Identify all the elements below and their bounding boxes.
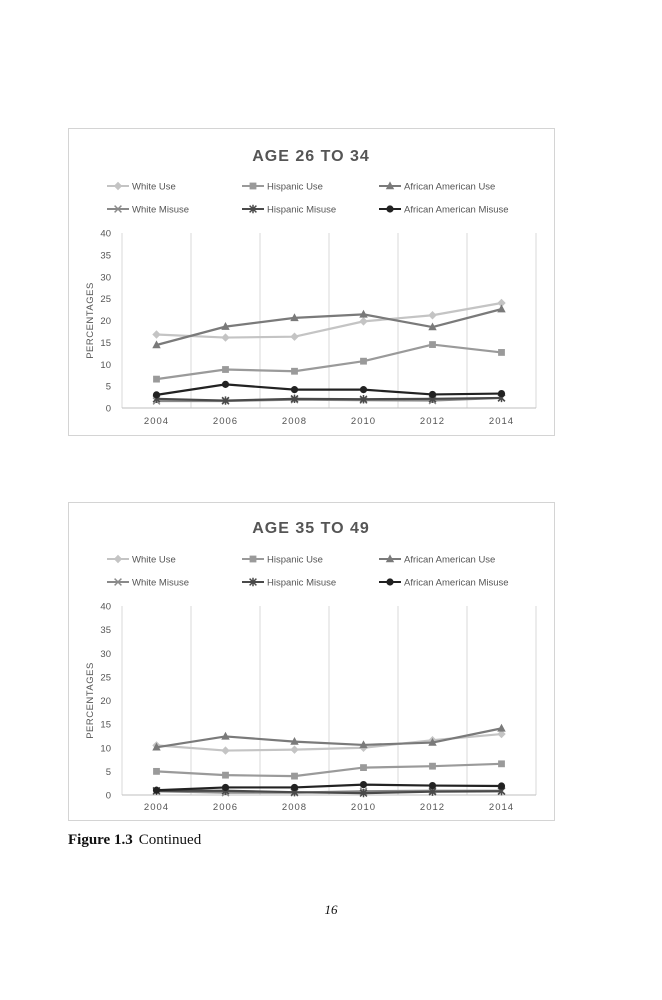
data-point [290, 332, 298, 340]
legend-entry [379, 205, 509, 216]
legend-entry [379, 554, 495, 565]
legend-marker [250, 183, 257, 190]
legend-label: White Use [132, 554, 176, 566]
data-point [359, 317, 367, 325]
y-tick-label: 15 [100, 337, 111, 349]
y-tick-label: 35 [100, 250, 111, 262]
legend-label: African American Use [404, 554, 496, 566]
figure-caption [68, 832, 201, 849]
legend-label: Hispanic Use [267, 554, 323, 566]
x-tick-label: 2012 [419, 802, 446, 813]
data-point [222, 784, 229, 791]
data-point [153, 391, 160, 398]
legend-entry [107, 205, 189, 216]
legend-marker [114, 555, 122, 563]
x-tick-label: 2006 [212, 416, 239, 427]
x-tick-label: 2006 [212, 802, 239, 813]
y-tick-label: 0 [105, 403, 111, 415]
data-point [360, 764, 367, 771]
data-point [222, 366, 229, 373]
x-tick-label: 2014 [488, 416, 515, 427]
data-point [498, 349, 505, 356]
data-point [221, 746, 229, 754]
data-point [360, 781, 367, 788]
chart-svg [69, 503, 554, 820]
data-point [153, 768, 160, 775]
legend-label: Hispanic Misuse [267, 577, 337, 589]
data-point [222, 772, 229, 779]
y-tick-label: 35 [100, 625, 111, 637]
y-tick-label: 30 [100, 272, 111, 284]
x-tick-label: 2012 [419, 416, 446, 427]
legend-marker [386, 578, 393, 585]
y-tick-label: 25 [100, 672, 111, 684]
data-point [290, 745, 298, 753]
data-point [498, 390, 505, 397]
chart-age-26-to-34 [68, 128, 555, 436]
legend-marker [250, 556, 257, 563]
data-point [360, 386, 367, 393]
data-point [152, 330, 160, 338]
y-tick-label: 30 [100, 648, 111, 660]
y-tick-label: 0 [105, 790, 111, 802]
legend-entry [107, 578, 189, 589]
y-tick-label: 40 [100, 228, 111, 240]
x-tick-label: 2010 [350, 802, 377, 813]
data-point [291, 368, 298, 375]
legend-label: Hispanic Use [267, 181, 323, 193]
chart-title: AGE 26 TO 34 [252, 148, 370, 165]
x-tick-label: 2014 [488, 802, 515, 813]
y-tick-label: 5 [105, 766, 111, 778]
legend-entry [242, 205, 336, 216]
legend-marker [114, 182, 122, 190]
legend-entry [242, 182, 323, 193]
page-number: 16 [324, 902, 338, 917]
data-point [498, 782, 505, 789]
legend-entry [242, 578, 336, 589]
data-point [429, 782, 436, 789]
x-tick-label: 2008 [281, 802, 308, 813]
legend-label: Hispanic Misuse [267, 204, 337, 216]
legend-label: White Use [132, 181, 176, 193]
figure-caption-text: Continued [138, 832, 202, 848]
y-axis-label: PERCENTAGES [85, 282, 96, 359]
chart-age-35-to-49 [68, 502, 555, 821]
y-tick-label: 20 [100, 696, 111, 707]
x-tick-label: 2008 [281, 416, 308, 427]
y-tick-label: 15 [100, 719, 111, 731]
legend-label: African American Misuse [404, 577, 509, 589]
data-point [497, 724, 505, 732]
x-tick-label: 2010 [350, 416, 377, 427]
legend-entry [107, 555, 176, 566]
y-tick-label: 20 [100, 316, 111, 327]
data-point [291, 773, 298, 780]
data-point [222, 381, 229, 388]
data-point [429, 341, 436, 348]
data-point [497, 305, 505, 313]
data-point [153, 787, 160, 794]
data-point [429, 763, 436, 770]
legend-label: African American Misuse [404, 204, 509, 216]
y-tick-label: 10 [100, 359, 111, 371]
legend-entry [379, 578, 509, 589]
legend-entry [242, 555, 323, 566]
y-tick-label: 40 [100, 601, 111, 613]
y-tick-label: 5 [105, 381, 111, 393]
chart-title: AGE 35 TO 49 [252, 520, 370, 537]
data-point [153, 376, 160, 383]
data-point [498, 760, 505, 767]
y-tick-label: 25 [100, 294, 111, 306]
data-point [221, 333, 229, 341]
legend-label: White Misuse [132, 577, 190, 589]
data-point [428, 311, 436, 319]
legend-label: African American Use [404, 181, 496, 193]
x-tick-label: 2004 [143, 416, 170, 427]
data-point [291, 386, 298, 393]
y-tick-label: 10 [100, 743, 111, 755]
legend-marker [386, 205, 393, 212]
chart-svg [69, 129, 554, 435]
legend-label: White Misuse [132, 204, 190, 216]
legend-entry [107, 182, 176, 193]
data-point [360, 358, 367, 365]
y-axis-label: PERCENTAGES [85, 662, 96, 739]
data-point [291, 784, 298, 791]
data-point [429, 391, 436, 398]
legend-entry [379, 181, 495, 192]
x-tick-label: 2004 [143, 802, 170, 813]
figure-label: Figure 1.3 [68, 832, 133, 848]
